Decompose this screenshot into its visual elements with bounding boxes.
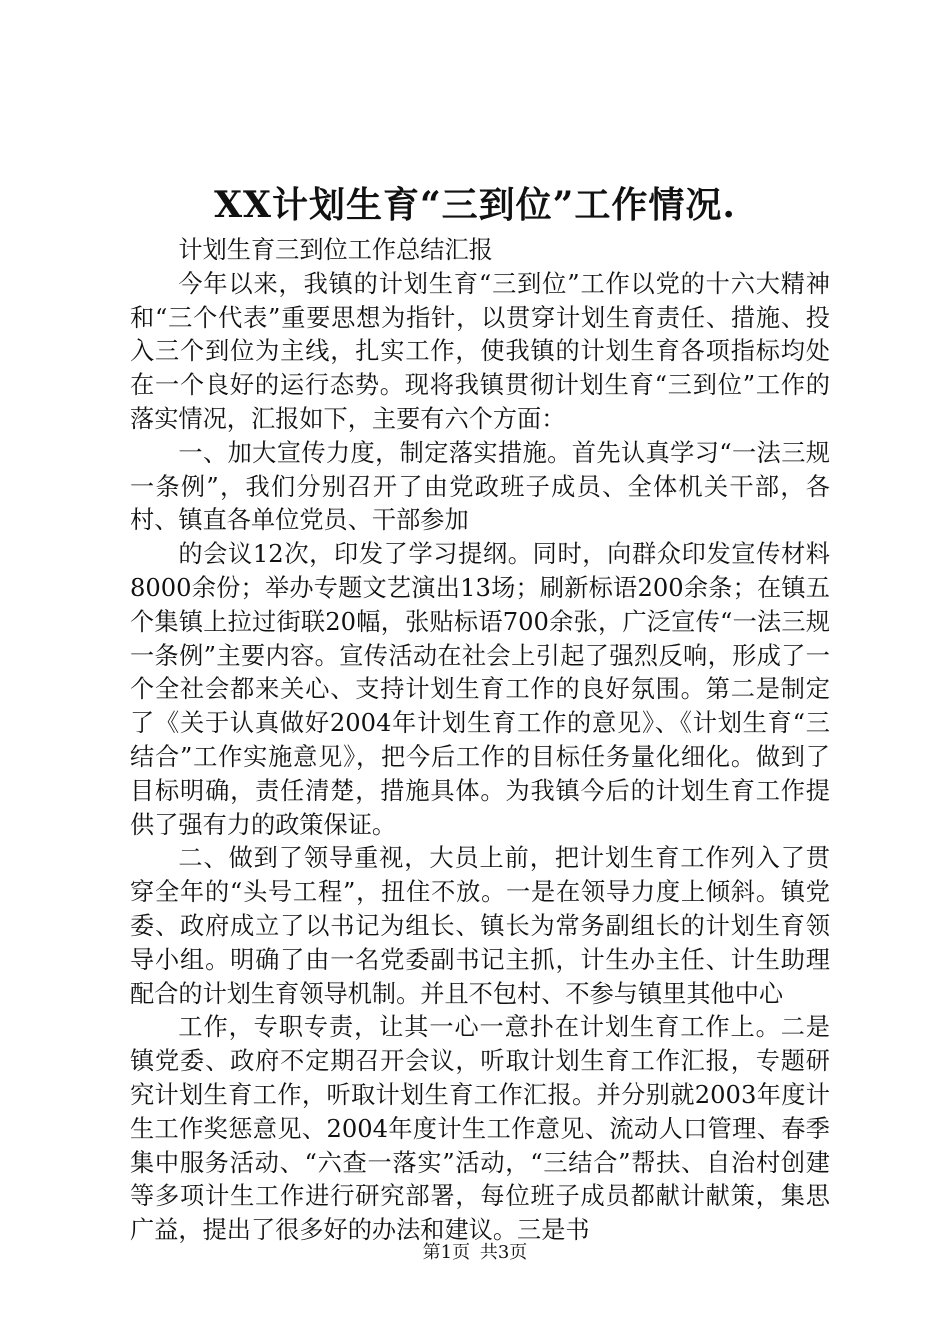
document-body	[130, 234, 830, 1248]
document-title: XX计划生育“三到位”工作情况.	[214, 184, 736, 226]
page-number: 第1页	[422, 1242, 471, 1263]
paragraph: 二、做到了领导重视，大员上前，把计划生育工作列入了贯穿全年的“头号工程”，扭住不放。一是在领导力度上倾斜。镇党委、政府成立了以书记为组长、镇长为常务副组长的计划生育领导小组。明确了由一名党委副书记主抓，计生办主任、计生助理配合的计划生育领导机制。并且不包村、不参与镇里其他中心	[130, 844, 830, 1008]
paragraph-subtitle: 计划生育三到位工作总结汇报	[178, 236, 493, 264]
paragraph: 今年以来，我镇的计划生育“三到位”工作以党的十六大精神和“三个代表”重要思想为指针，以贯穿计划生育责任、措施、投入三个到位为主线，扎实工作，使我镇的计划生育各项指标均处在一个良好的运行态势。现将我镇贯彻计划生育“三到位”工作的落实情况，汇报如下，主要有六个方面：	[130, 269, 830, 433]
page-total: 共3页	[479, 1242, 528, 1263]
page-footer	[0, 1240, 950, 1266]
paragraph: 一、加大宣传力度，制定落实措施。首先认真学习“一法三规一条例”，我们分别召开了由党政班子成员、全体机关干部，各村、镇直各单位党员、干部参加	[130, 438, 830, 535]
paragraph: 的会议12次，印发了学习提纲。同时，向群众印发宣传材料8000余份；举办专题文艺演出13场；刷新标语200余条；在镇五个集镇上拉过街联20幅，张贴标语700余张，广泛宣传“一法三规一条例”主要内容。宣传活动在社会上引起了强烈反响，形成了一个全社会都来关心、支持计划生育工作的良好氛围。第二是制定了《关于认真做好2004年计划生育工作的意见》、《计划生育“三结合”工作实施意见》，把今后工作的目标任务量化细化。做到了目标明确，责任清楚，措施具体。为我镇今后的计划生育工作提供了强有力的政策保证。	[130, 540, 830, 839]
paragraph: 工作，专职专责，让其一心一意扑在计划生育工作上。二是镇党委、政府不定期召开会议，听取计划生育工作汇报，专题研究计划生育工作，听取计划生育工作汇报。并分别就2003年度计生工作奖惩意见、2004年度计生工作意见、流动人口管理、春季集中服务活动、“六查一落实”活动，“三结合”帮扶、自治村创建等多项计生工作进行研究部署，每位班子成员都献计献策，集思广益，提出了很多好的办法和建议。三是书	[130, 1013, 830, 1245]
